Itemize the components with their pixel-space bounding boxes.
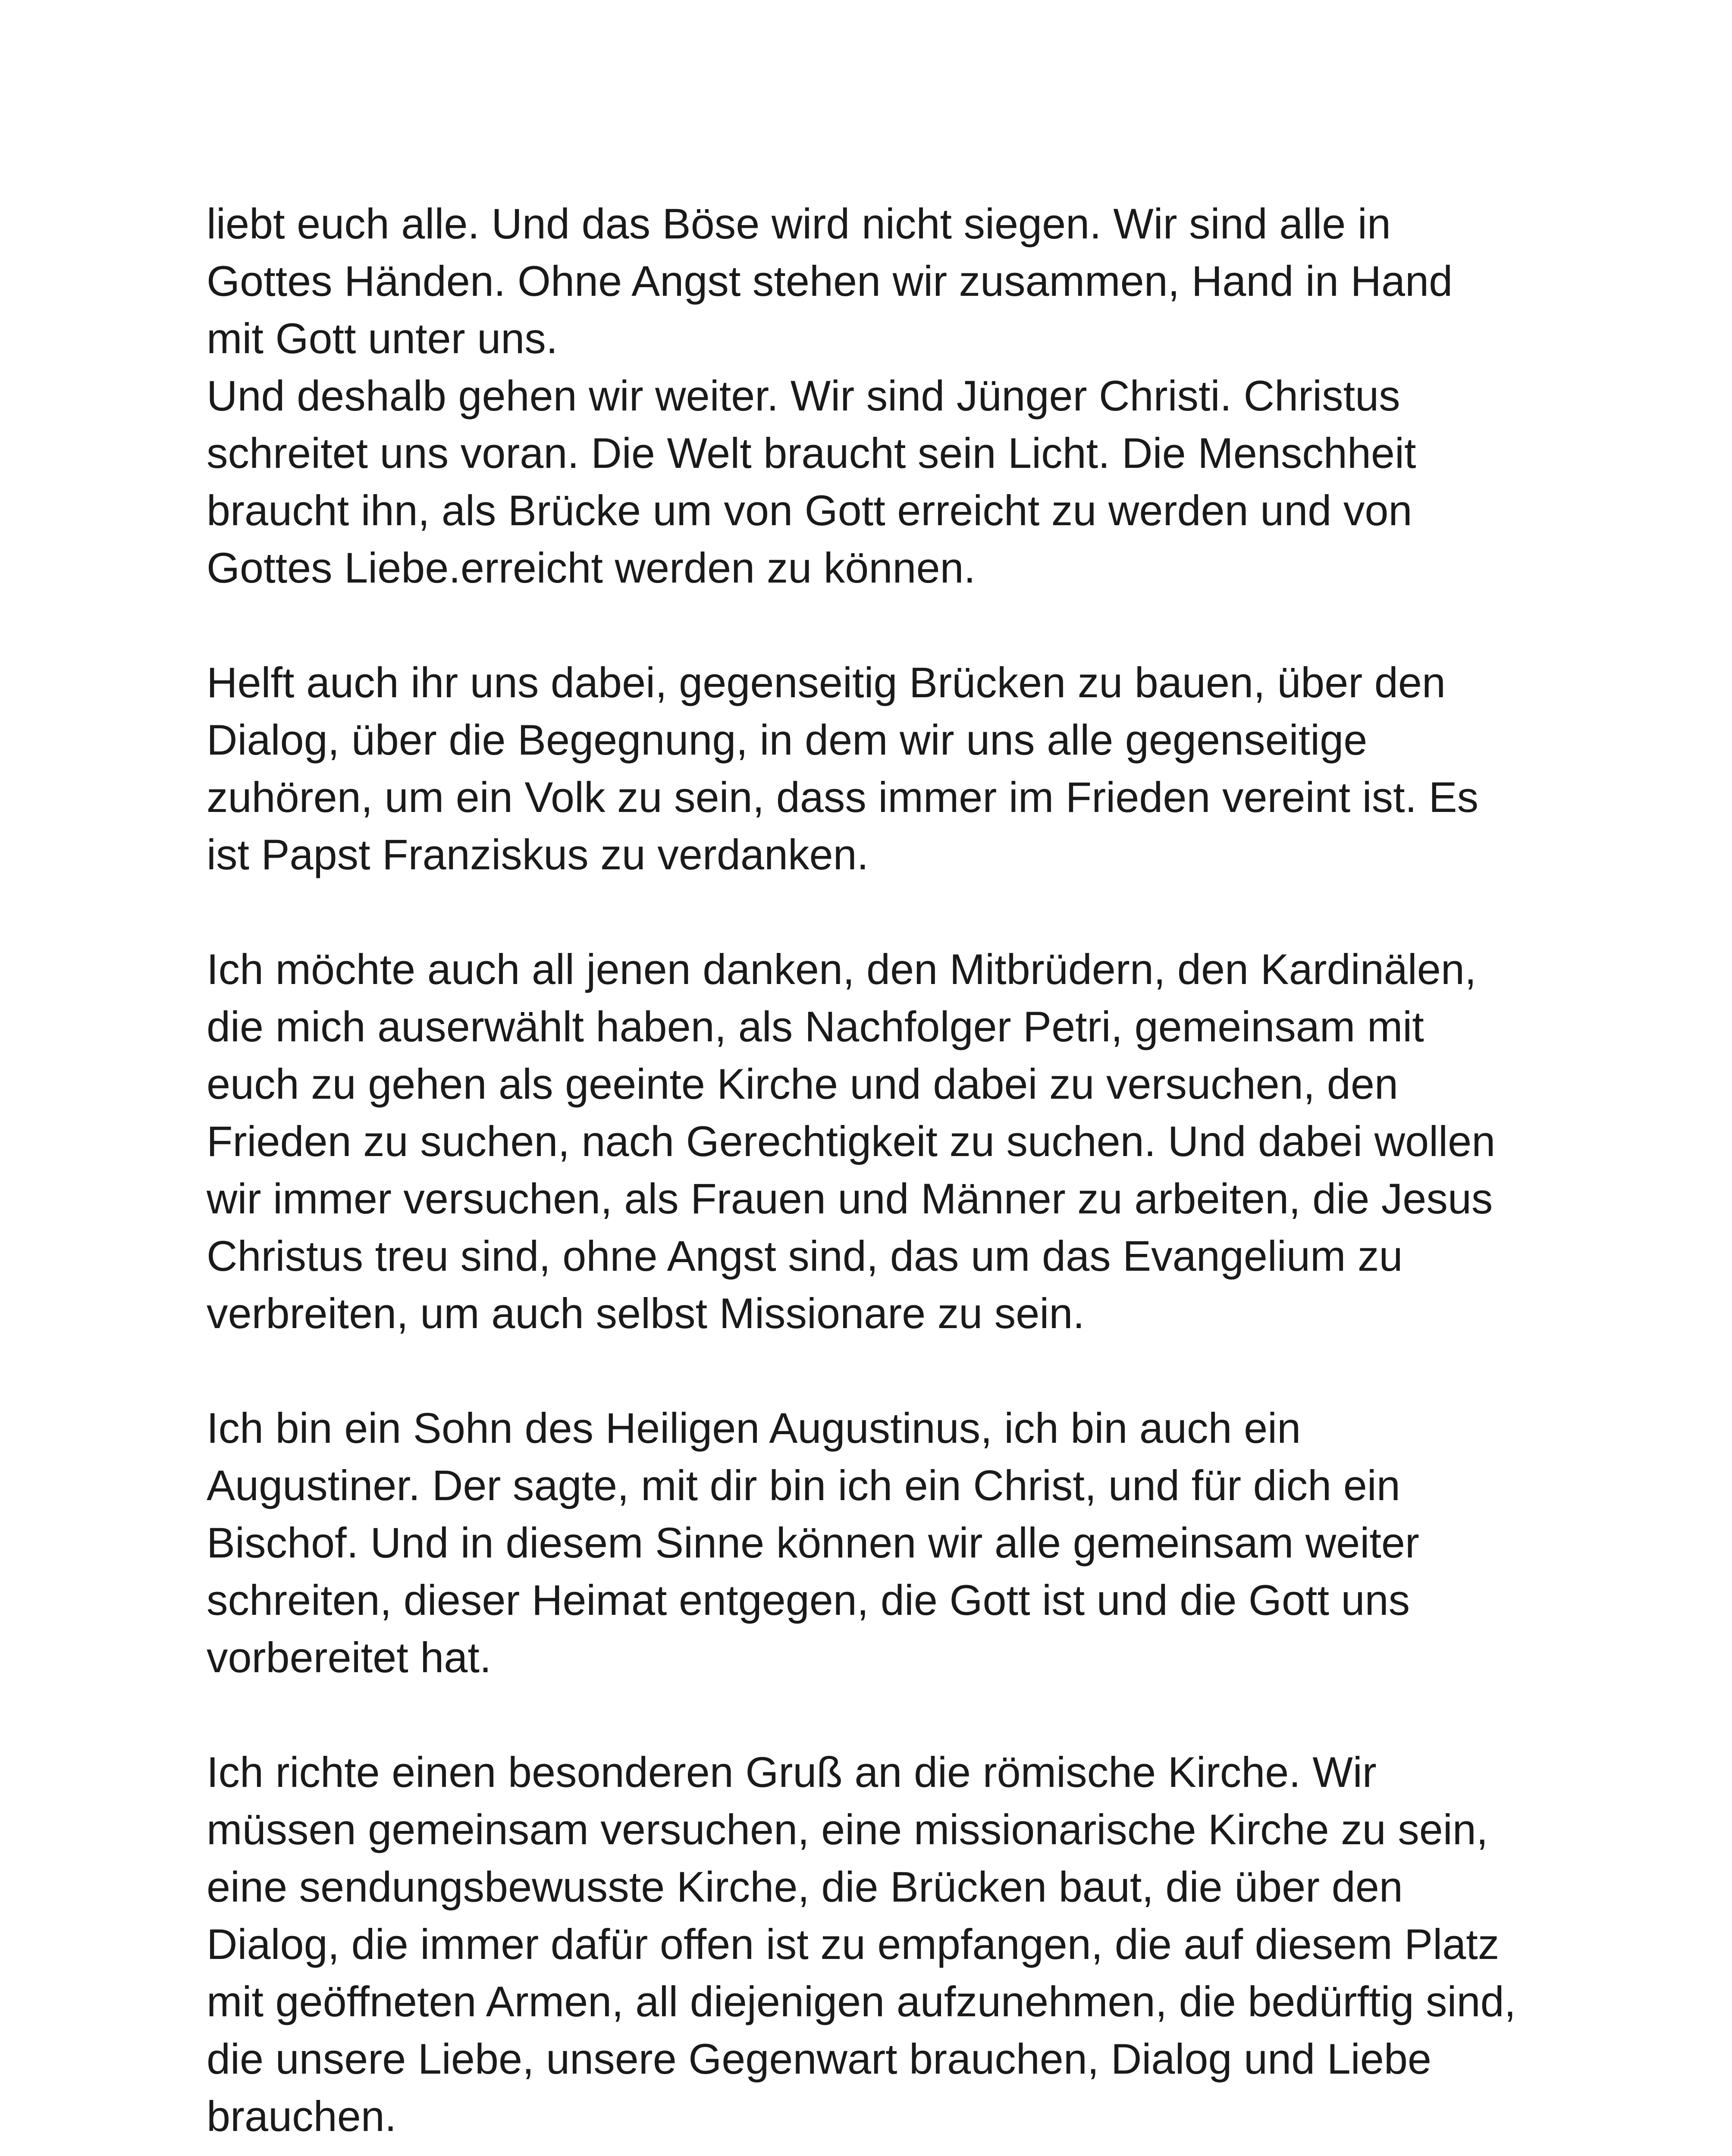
text-line: eine sendungsbewusste Kirche, die Brücken baut, die über den xyxy=(207,1863,1403,1911)
text-line: Bischof. Und in diesem Sinne können wir alle gemeinsam weiter xyxy=(207,1519,1419,1567)
text-line: die mich auserwählt haben, als Nachfolger Petri, gemeinsam mit xyxy=(207,1003,1424,1050)
text-line: verbreiten, um auch selbst Missionare zu sein. xyxy=(207,1289,1085,1337)
text-line: Helft auch ihr uns dabei, gegenseitig Brücken zu bauen, über den xyxy=(207,658,1446,706)
text-line: Und deshalb gehen wir weiter. Wir sind Jünger Christi. Christus xyxy=(207,372,1400,420)
paragraph-5 xyxy=(207,1399,1565,1686)
paragraph-3 xyxy=(207,654,1565,883)
text-line: ist Papst Franziskus zu verdanken. xyxy=(207,830,869,878)
text-line: Dialog, über die Begegnung, in dem wir uns alle gegenseitige xyxy=(207,716,1368,764)
text-line: mit Gott unter uns. xyxy=(207,314,558,362)
text-line: vorbereitet hat. xyxy=(207,1633,492,1681)
paragraph-4 xyxy=(207,940,1565,1342)
paragraph-1 xyxy=(207,195,1565,367)
text-line: schreiten, dieser Heimat entgegen, die Gott ist und die Gott uns xyxy=(207,1576,1410,1624)
text-line: Ich möchte auch all jenen danken, den Mitbrüdern, den Kardinälen, xyxy=(207,945,1477,993)
body-text xyxy=(207,195,1565,2156)
text-line: Dialog, die immer dafür offen ist zu empfangen, die auf diesem Platz xyxy=(207,1920,1500,1968)
text-line: wir immer versuchen, als Frauen und Männer zu arbeiten, die Jesus xyxy=(207,1175,1493,1222)
paragraph-2 xyxy=(207,367,1565,596)
text-line: zuhören, um ein Volk zu sein, dass immer im Frieden vereint ist. Es xyxy=(207,773,1479,821)
text-line: Augustiner. Der sagte, mit dir bin ich ein Christ, und für dich ein xyxy=(207,1461,1400,1509)
text-line: Gottes Liebe.erreicht werden zu können. xyxy=(207,544,976,592)
text-line: Frieden zu suchen, nach Gerechtigkeit zu suchen. Und dabei wollen xyxy=(207,1117,1496,1165)
paragraph-6 xyxy=(207,1743,1565,2145)
text-line: Christus treu sind, ohne Angst sind, das um das Evangelium zu xyxy=(207,1232,1403,1280)
text-line: euch zu gehen als geeinte Kirche und dabei zu versuchen, den xyxy=(207,1060,1398,1108)
text-line: schreitet uns voran. Die Welt braucht sein Licht. Die Menschheit xyxy=(207,429,1416,477)
text-line: müssen gemeinsam versuchen, eine missionarische Kirche zu sein, xyxy=(207,1805,1488,1853)
text-line: mit geöffneten Armen, all diejenigen aufzunehmen, die bedürftig sind, xyxy=(207,1977,1516,2025)
text-line: Ich richte einen besonderen Gruß an die römische Kirche. Wir xyxy=(207,1748,1377,1796)
text-line: liebt euch alle. Und das Böse wird nicht siegen. Wir sind alle in xyxy=(207,200,1391,248)
text-line: braucht ihn, als Brücke um von Gott erreicht zu werden und von xyxy=(207,486,1412,534)
text-line: Ich bin ein Sohn des Heiligen Augustinus, ich bin auch ein xyxy=(207,1404,1301,1452)
text-line: Gottes Händen. Ohne Angst stehen wir zusammen, Hand in Hand xyxy=(207,257,1453,305)
text-line: die unsere Liebe, unsere Gegenwart brauchen, Dialog und Liebe xyxy=(207,2035,1431,2083)
text-line: brauchen. xyxy=(207,2092,397,2140)
